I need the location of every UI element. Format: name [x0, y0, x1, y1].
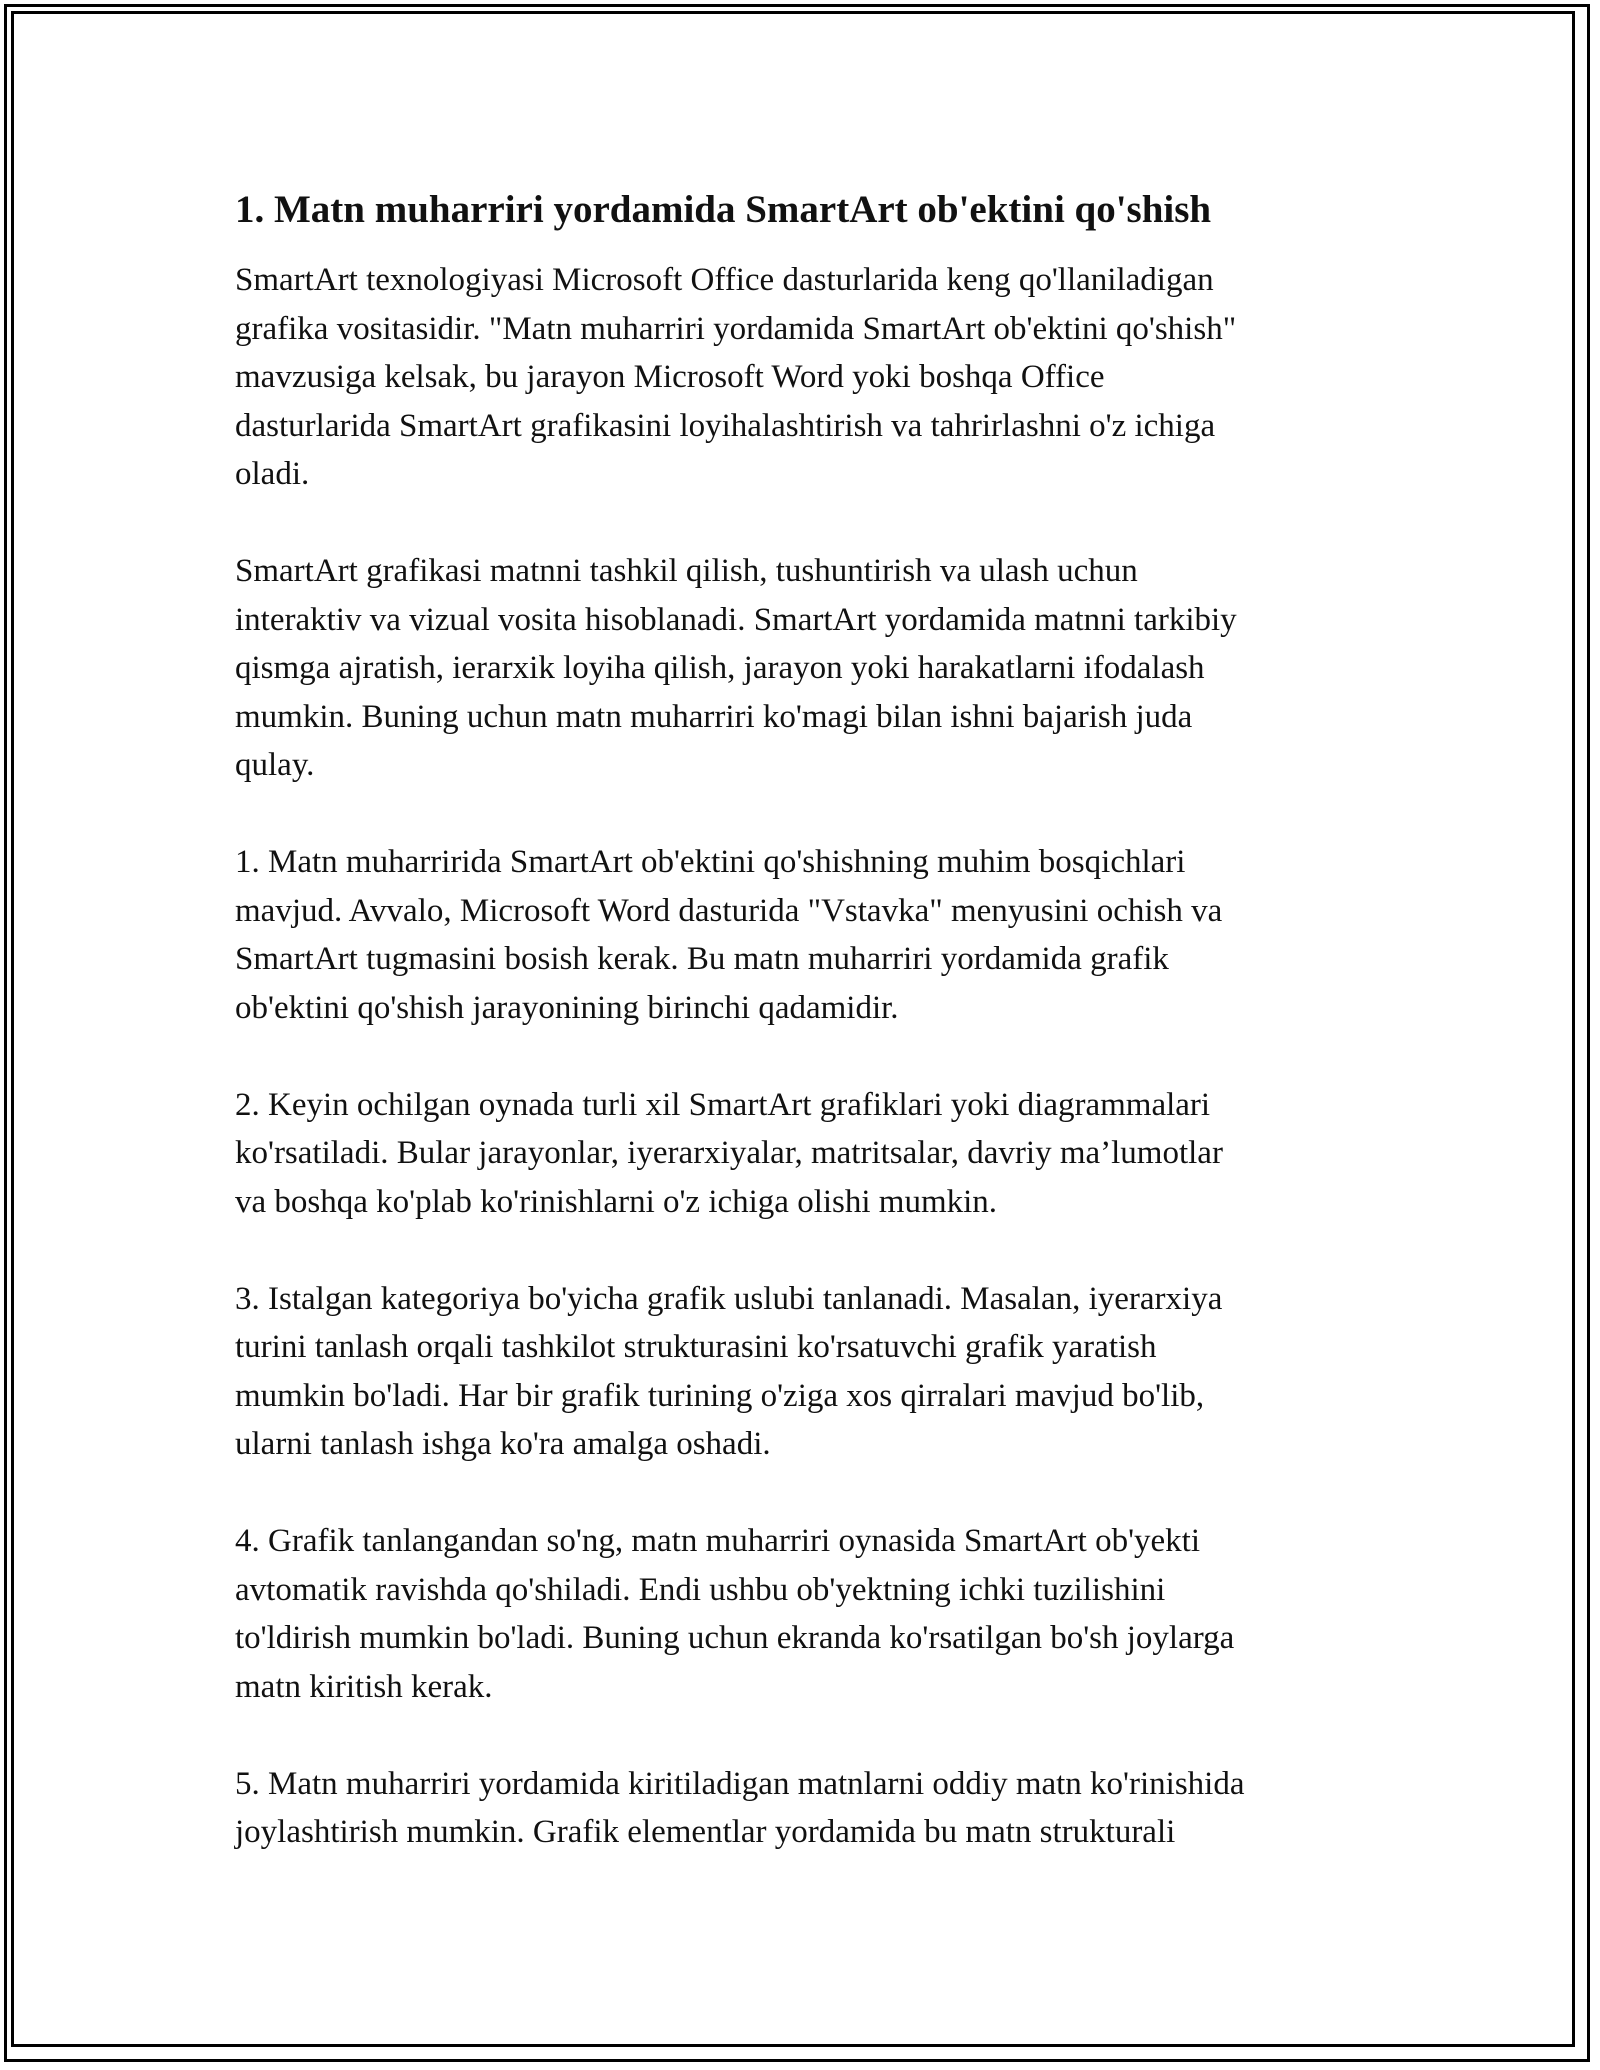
paragraph-step-1: 1. Matn muharririda SmartArt ob'ektini qo'shishning muhim bosqichlari mavjud. Avvalo, Microsoft Word dasturida "Vstavka" menyusini ochish va SmartArt tugmasini bosish kerak. Bu matn muharriri yordamida grafik ob'ektini qo'shish jarayonining birinchi qadamidir.: [235, 844, 1223, 1026]
document-heading: 1. Matn muharriri yordamida SmartArt ob'ektini qo'shish: [235, 188, 1212, 231]
document-body: [235, 186, 1385, 1857]
paragraph-step-5: 5. Matn muharriri yordamida kiritiladigan matnlarni oddiy matn ko'rinishida joylashtirish mumkin. Grafik elementlar yordamida bu matn strukturali: [235, 1765, 1245, 1850]
paragraph-smartart-purpose: SmartArt grafikasi matnni tashkil qilish, tushuntirish va ulash uchun interaktiv va vizual vosita hisoblanadi. SmartArt yordamida matnni tarkibiy qismga ajratish, ierarxik loyiha qilish, jarayon yoki harakatlarni ifodalash mumkin. Buning uchun matn muharriri ko'magi bilan ishni bajarish juda qulay.: [235, 553, 1237, 783]
paragraph-step-4: 4. Grafik tanlangandan so'ng, matn muharriri oynasida SmartArt ob'yekti avtomatik ravishda qo'shiladi. Endi ushbu ob'yektning ichki tuzilishini to'ldirish mumkin bo'ladi. Buning uchun ekranda ko'rsatilgan bo'sh joylarga matn kiritish kerak.: [235, 1523, 1235, 1705]
paragraph-intro: SmartArt texnologiyasi Microsoft Office dasturlarida keng qo'llaniladigan grafika vositasidir. "Matn muharriri yordamida SmartArt ob'ektini qo'shish" mavzusiga kelsak, bu jarayon Microsoft Word yoki boshqa Office dasturlarida SmartArt grafikasini loyihalashtirish va tahrirlashni o'z ichiga oladi.: [235, 262, 1237, 492]
paragraph-step-2: 2. Keyin ochilgan oynada turli xil SmartArt grafiklari yoki diagrammalari ko'rsatiladi. Bular jarayonlar, iyerarxiyalar, matritsalar, davriy ma’lumotlar va boshqa ko'plab ko'rinishlarni o'z ichiga olishi mumkin.: [235, 1086, 1223, 1220]
paragraph-step-3: 3. Istalgan kategoriya bo'yicha grafik uslubi tanlanadi. Masalan, iyerarxiya turini tanlash orqali tashkilot strukturasini ko'rsatuvchi grafik yaratish mumkin bo'ladi. Har bir grafik turining o'ziga xos qirralari mavjud bo'lib, ularni tanlash ishga ko'ra amalga oshadi.: [235, 1280, 1223, 1462]
